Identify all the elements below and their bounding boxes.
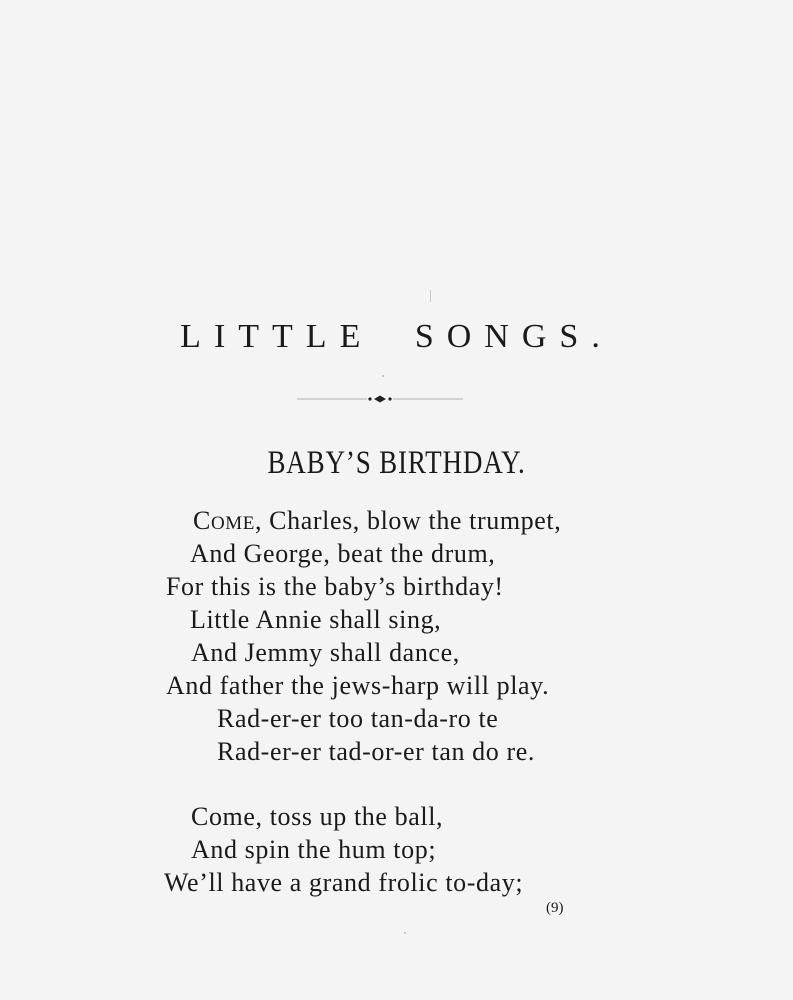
first-word <box>193 506 255 535</box>
poem-line-6: And father the jews-harp will play. <box>166 671 550 700</box>
poem-line-8: Rad-er-er tad-or-er tan do re. <box>217 737 535 766</box>
poem-line-1-text: , Charles, blow the trumpet, <box>254 506 562 535</box>
poem-line-11: We’ll have a grand frolic to-day; <box>164 868 524 897</box>
poem-line-5: And Jemmy shall dance, <box>191 638 460 667</box>
paper-speck <box>404 932 406 934</box>
paper-speck <box>382 375 384 377</box>
paper-speck <box>430 290 431 302</box>
first-word-small-caps: OME <box>210 513 255 534</box>
ornament-divider <box>297 392 463 406</box>
poem-line-4: Little Annie shall sing, <box>190 605 442 634</box>
page-number: (9) <box>546 900 564 916</box>
poem-line-7: Rad-er-er too tan-da-ro te <box>217 704 499 733</box>
poem-line-9: Come, toss up the ball, <box>191 802 444 831</box>
poem-line-10: And spin the hum top; <box>191 835 437 864</box>
section-title: LITTLE SONGS. <box>180 318 613 355</box>
poem-line-1 <box>193 508 561 534</box>
poem-title: BABY’S BIRTHDAY. <box>267 445 526 481</box>
first-word-initial: C <box>193 506 211 535</box>
poem-line-2: And George, beat the drum, <box>190 539 496 568</box>
poem-line-3: For this is the baby’s birthday! <box>166 572 504 601</box>
